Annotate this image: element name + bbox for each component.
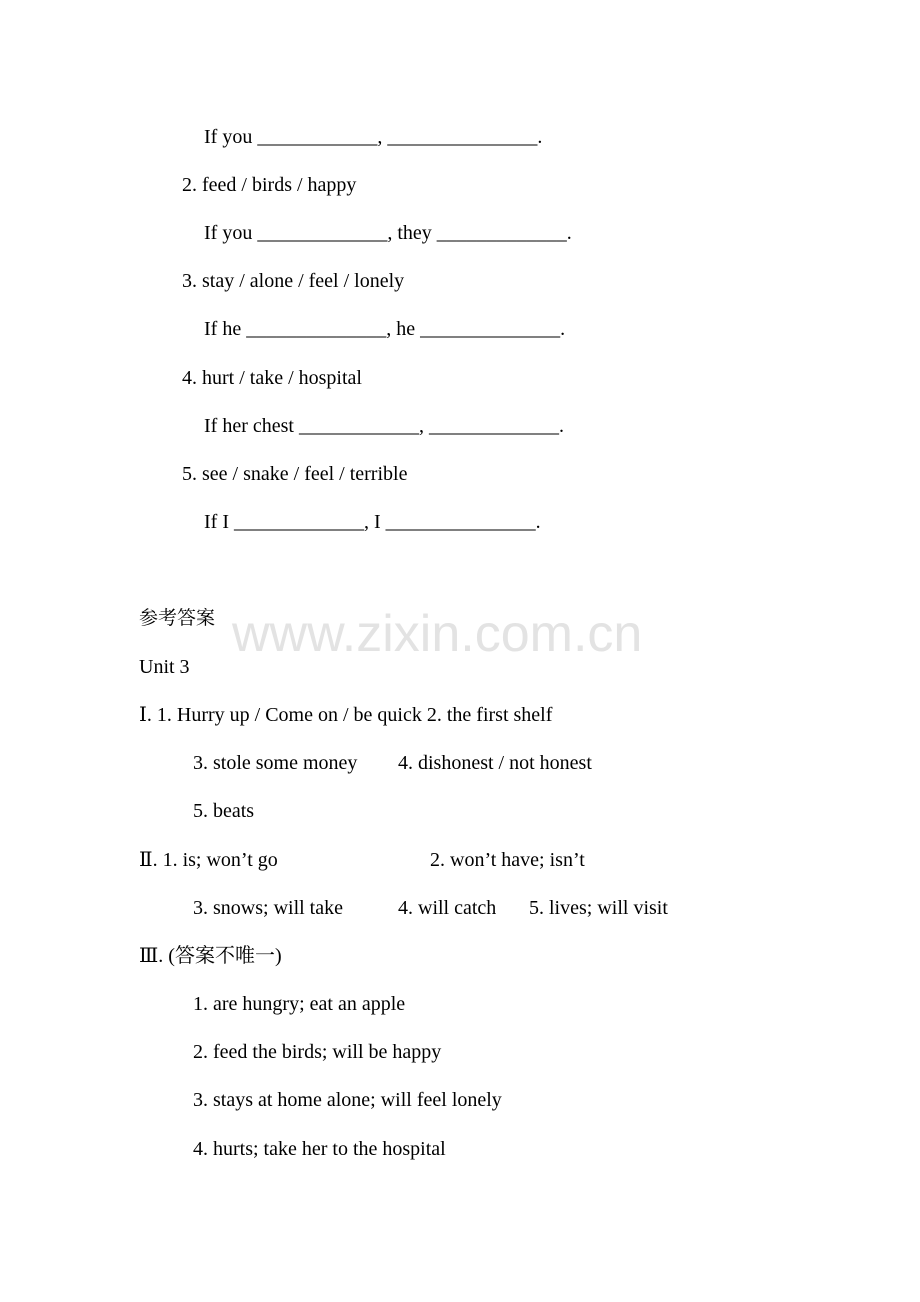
section1-answer-4: 4. dishonest / not honest bbox=[398, 752, 592, 774]
section3-item: 2. feed the birds; will be happy bbox=[193, 1041, 442, 1063]
exercise-item-sentence: If I _____________, I _______________. bbox=[204, 511, 541, 533]
section3-item: 3. stays at home alone; will feel lonely bbox=[193, 1089, 502, 1111]
section3-item: 4. hurts; take her to the hospital bbox=[193, 1138, 446, 1160]
section3-heading: Ⅲ. (答案不唯一) bbox=[139, 945, 282, 967]
exercise-item-prompt: 4. hurt / take / hospital bbox=[182, 367, 362, 389]
section2-answer-4: 4. will catch bbox=[398, 897, 497, 919]
exercise-item-sentence: If her chest ____________, _____________. bbox=[204, 415, 564, 437]
exercise-item-sentence: If he ______________, he ______________. bbox=[204, 318, 566, 340]
exercise-item-sentence: If you _____________, they _____________. bbox=[204, 222, 572, 244]
section2-answer-3: 3. snows; will take bbox=[193, 897, 343, 919]
section3-item: 1. are hungry; eat an apple bbox=[193, 993, 406, 1015]
answers-heading: 参考答案 bbox=[139, 607, 216, 629]
section2-line2 bbox=[193, 896, 793, 920]
section2-answer-5: 5. lives; will visit bbox=[529, 897, 668, 919]
exercise-item-prompt: 2. feed / birds / happy bbox=[182, 174, 357, 196]
exercise-item-prompt: 3. stay / alone / feel / lonely bbox=[182, 270, 405, 292]
exercise-item-prompt: 5. see / snake / feel / terrible bbox=[182, 463, 408, 485]
section2-answer-2: 2. won’t have; isn’t bbox=[430, 849, 585, 871]
section1-answer-3: 3. stole some money bbox=[193, 752, 358, 774]
section2-answer-1: Ⅱ. 1. is; won’t go bbox=[139, 849, 278, 871]
section1-line2 bbox=[193, 751, 793, 775]
exercise-q1-sentence: If you ____________, _______________. bbox=[204, 126, 543, 148]
section1-line1: Ⅰ. 1. Hurry up / Come on / be quick 2. the first shelf bbox=[139, 704, 553, 726]
unit-title: Unit 3 bbox=[139, 656, 190, 678]
watermark: www.zixin.com.cn bbox=[232, 605, 643, 663]
section1-line3: 5. beats bbox=[193, 800, 255, 822]
section2-line1 bbox=[139, 848, 839, 872]
